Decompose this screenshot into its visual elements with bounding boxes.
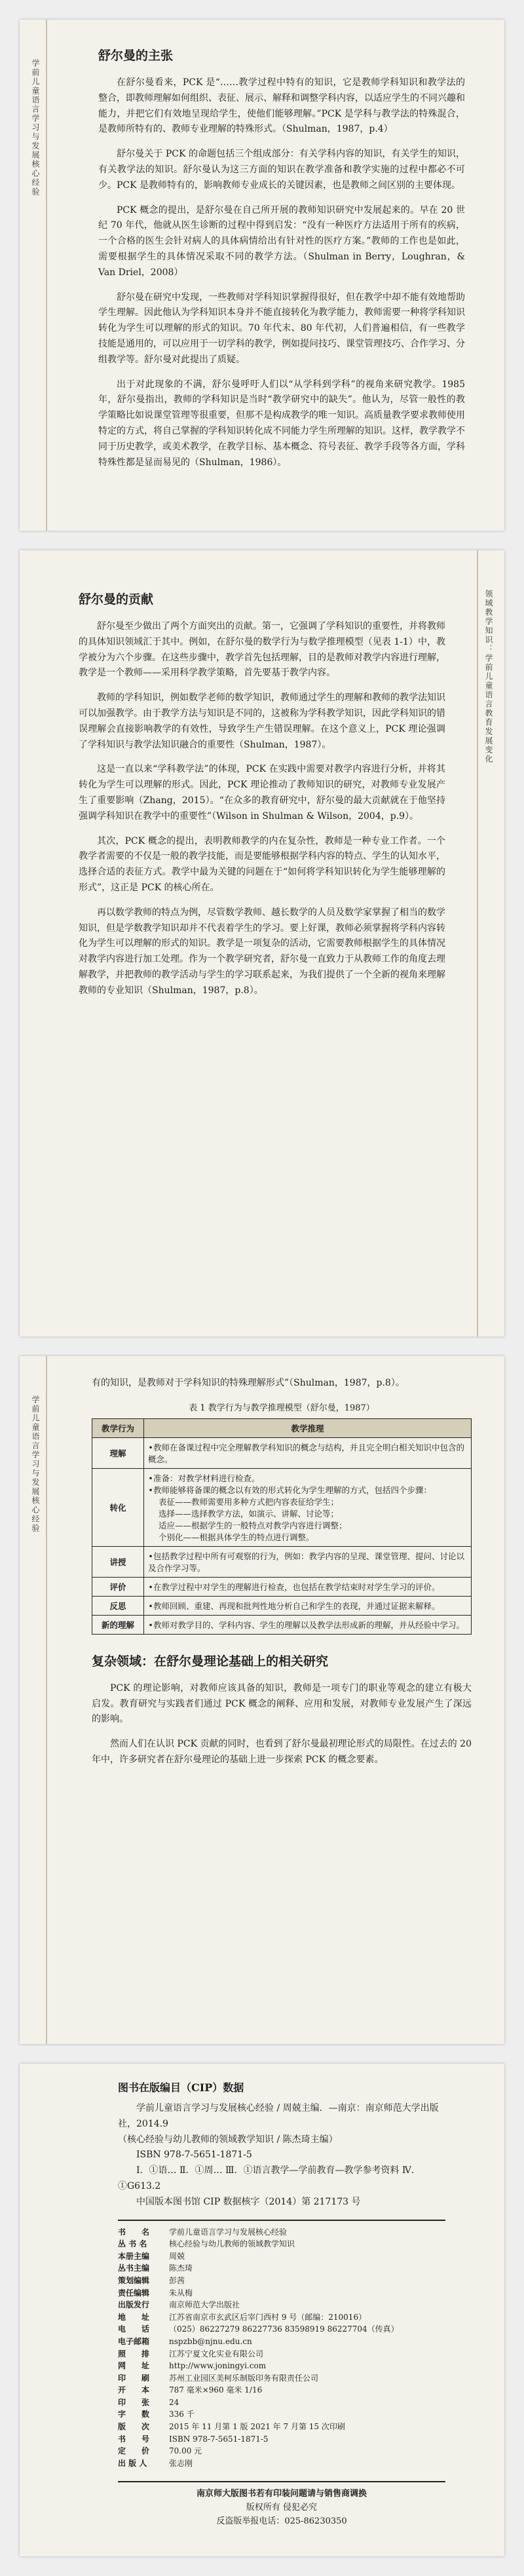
info-value: 陈杰琦: [169, 2263, 193, 2273]
description-text: 在教学过程中对学生的理解进行检查，也包括在教学结束时对学生学习的评价。: [153, 1582, 440, 1592]
role-cell: 新的理解: [92, 1615, 144, 1634]
paragraph: 舒尔曼关于 PCK 的命题包括三个组成部分：有关学科内容的知识，有关学生的知识，有关教学法的知识。舒尔曼认为这三方面的知识在教学准备和教学实施的过程中都必不可少。PCK 是教师特有的，影响教师专业成长的关键因素，也是教师之间区别的主要体现。: [98, 149, 465, 191]
info-value: http://www.joningyi.com: [169, 2361, 267, 2371]
notice-line: 南京师大版图书若有印装问题请与销售商调换: [196, 2489, 367, 2499]
info-row: [118, 2238, 445, 2250]
bullet-icon: •: [148, 1551, 153, 1561]
paragraph: 然而人们在认识 PCK 贡献的同时，也看到了舒尔曼最初理论形式的局限性。在过去的 20 年中，许多研究者在舒尔曼理论的基础上进一步探索 PCK 的概念要素。: [92, 1739, 472, 1765]
info-row: [118, 2262, 445, 2275]
info-key: 出版发行: [118, 2300, 150, 2310]
description-cell: [144, 1546, 472, 1577]
info-value: 彭茜: [169, 2275, 185, 2285]
description-cell: [144, 1577, 472, 1596]
info-row: [118, 2311, 445, 2324]
info-value: 江苏省南京市玄武区后宰门西村 9 号（邮编：210016）: [169, 2312, 367, 2322]
cip-line: 中国版本图书馆 CIP 数据核字（2014）第 217173 号: [136, 2196, 361, 2207]
info-key: 本册主编: [118, 2251, 150, 2261]
page-gutter: [473, 550, 504, 1336]
gutter-divider: [46, 1356, 47, 2044]
table-title: 表 1 教学行为与教学推理模型（舒尔曼，1987）: [189, 1403, 375, 1413]
section-heading: 舒尔曼的主张: [98, 48, 174, 63]
info-value: 苏州工业园区美柯乐制版印务有限责任公司: [169, 2373, 319, 2383]
description-item: [148, 1600, 467, 1612]
description-item: [148, 1472, 467, 1484]
description-item: [148, 1581, 467, 1593]
info-key: 版 次: [118, 2422, 150, 2432]
info-row: [118, 2384, 445, 2396]
info-row: [118, 2348, 445, 2360]
page-content: [98, 46, 465, 480]
gutter-title: 领域教学知识：学前儿童语言教育发展变化: [484, 590, 493, 764]
description-text: 包括教学过程中所有可观察的行为，例如：教学内容的呈现、课堂管理、提问、讨论以及合作学习等。: [148, 1551, 465, 1573]
info-key: 照 排: [118, 2349, 150, 2358]
info-key: 电 话: [118, 2324, 150, 2334]
cip-line: Ⅰ．①语… Ⅱ．①周… Ⅲ．①语言教学—学前教育—教学参考资料 Ⅳ．①G613.2: [118, 2165, 421, 2191]
paragraph: 这是一直以来“学科教学法”的体现，PCK 在实践中需要对教学内容进行分析，并将其转化为学生可以理解的形式。因此，PCK 理论推动了教师知识的研究，对教师专业发展产生了重要影响（Zhang，2015）。“在众多的教育研究中，舒尔曼的最大贡献就在于他坚持强调学科知识在教学中的重要性”（Wilson in Shulman & Wilson，2004，p.9）。: [79, 764, 445, 822]
info-key: 地 址: [118, 2312, 150, 2322]
info-value: nspzbb@njnu.edu.cn: [169, 2336, 252, 2346]
cip-heading: 图书在版编目（CIP）数据: [118, 2081, 244, 2094]
description-cell: [144, 1468, 472, 1546]
description-cell: [144, 1596, 472, 1615]
page-gutter: [20, 1356, 51, 2044]
info-value: 核心经验与幼儿教师的领域教学知识: [169, 2239, 295, 2249]
role-cell: 讲授: [92, 1546, 144, 1577]
gutter-divider: [46, 20, 47, 531]
description-item: [148, 1484, 467, 1496]
description-text: 教师在备课过程中完全理解教学科知识的概念与结构，并且完全明白相关知识中包含的概念。: [148, 1442, 465, 1464]
info-value: 南京师范大学出版社: [169, 2300, 240, 2310]
info-key: 印 张: [118, 2397, 150, 2407]
info-key: 开 本: [118, 2385, 150, 2395]
page-content: [79, 590, 445, 1008]
table-header: 教学行为: [92, 1418, 144, 1437]
description-item: [148, 1441, 467, 1465]
info-key: 丛书主编: [118, 2263, 150, 2273]
info-value: 336 千: [169, 2410, 195, 2419]
table-row: [92, 1468, 472, 1546]
bullet-icon: •: [148, 1473, 153, 1483]
info-value: 张志刚: [169, 2458, 193, 2468]
gutter-divider: [477, 550, 478, 1336]
info-key: 定 价: [118, 2446, 150, 2456]
book-page-2: [20, 550, 504, 1336]
info-row: [118, 2433, 445, 2446]
info-key: 策划编辑: [118, 2275, 150, 2285]
description-item: [148, 1550, 467, 1574]
info-key: 丛 书 名: [118, 2239, 147, 2249]
info-row: [118, 2457, 445, 2470]
table-header: 教学推理: [144, 1418, 472, 1437]
cip-line: ISBN 978-7-5651-1871-5: [136, 2150, 252, 2161]
info-value: 2015 年 11 月第 1 版 2021 年 7 月第 15 次印刷: [169, 2422, 345, 2432]
info-key: 书 名: [118, 2227, 150, 2237]
description-text: 适应——根据学生的一般特点对教学内容进行调整；: [159, 1520, 347, 1530]
bullet-icon: •: [148, 1582, 153, 1592]
info-key: 责任编辑: [118, 2288, 150, 2298]
copyright-page: [20, 2064, 504, 2556]
book-page-1: [20, 20, 504, 531]
bullet-icon: •: [148, 1442, 153, 1452]
info-value: 周兢: [169, 2251, 185, 2261]
table-row: [92, 1596, 472, 1615]
table-row: [92, 1577, 472, 1596]
info-value: 70.00 元: [169, 2446, 202, 2456]
table-row: [92, 1615, 472, 1634]
info-key: 字 数: [118, 2410, 150, 2419]
info-row: [118, 2408, 445, 2421]
description-item: [148, 1507, 467, 1519]
info-key: 出 版 人: [118, 2458, 147, 2468]
page-content: [118, 2079, 445, 2529]
gutter-title: 学前儿童语言学习与发展核心经验: [31, 1395, 40, 1533]
paragraph: 在舒尔曼看来，PCK 是“……教学过程中特有的知识，它是教师学科知识和教学法的整合，即教师理解如何组织、表征、展示、解释和调整学科内容，以适应学生的不同兴趣和能力，并把它们有效地呈现给学生，使他们能够理解。”PCK 是学科与教学法的特殊混合，是教师所特有的、教师专业理解的特殊形式。（Shulman，1987，p.4）: [98, 77, 465, 135]
description-item: [148, 1531, 467, 1543]
table-header-row: [92, 1418, 472, 1437]
table-row: [92, 1437, 472, 1468]
paragraph: 教师的学科知识，例如数学老师的数学知识，教师通过学生的理解和教师的教学法知识可以加强教学。由于教学方法与知识是不同的，这被称为学科教学知识，因此学科知识的错误理解会直接影响教学的有效性，导致学生产生错误理解。在这个意义上，PCK 理论强调了学科知识与教学法知识融合的重要性（Shulman，1987）。: [79, 692, 445, 750]
info-key: 书 号: [118, 2434, 150, 2444]
description-text: 表征——教师需要用多种方式把内容表征给学生；: [159, 1496, 339, 1507]
info-row: [118, 2323, 445, 2336]
info-value: 学前儿童语言学习与发展核心经验: [169, 2227, 288, 2237]
description-item: [148, 1619, 467, 1631]
info-value: （025）86227279 86227736 83598919 86227704（传真）: [169, 2324, 399, 2334]
bullet-icon: •: [148, 1601, 153, 1611]
description-text: 选择——选择教学方法，如演示、讲解、讨论等；: [159, 1508, 339, 1519]
paragraph: 出于对此现象的不满，舒尔曼呼吁人们以“从学科到学科”的视角来研究教学。1985 年，舒尔曼指出，教师的学科知识是当时“教学研究中的缺失”。他认为，尽管一般性的教学策略比如说课堂管理等很重要，但那不是构成教学的唯一知识。高质量教学要求教师使用特定的方式，将自己掌握的学科知识转化成不同能力学生所理解的知识。这样，教学教学不同于历史教学，或美术教学，在教学目标、基本概念、符号表征、教学手段等各方面，学科特殊性都是显而易见的（Shulman，1986）。: [98, 379, 465, 468]
description-text: 个别化——根据具体学生的特点进行调整。: [159, 1532, 314, 1542]
gutter-title: 学前儿童语言学习与发展核心经验: [31, 59, 40, 197]
description-text: 准备：对教学材料进行检查。: [153, 1473, 260, 1483]
paragraph: 再以数学教师的特点为例，尽管数学教师、越长数学的人员及数学家掌握了相当的数学知识，但是学数教学知识却并不代表着学生的学习。要上好课，教师必须掌握将学科内容转化为学生可以理解的形式的知识。教学是一项复杂的活动，它需要教师根据学生的具体情况对教学内容进行加工处理。作为一个教学研究者，舒尔曼一直致力于从教师工作的角度去理解教学，并把教师的教学活动与学生的学习联系起来，为我们提供了一个全新的视角来理解教师的专业知识（Shulman，1987，p.8）。: [79, 907, 445, 996]
paragraph: 其次，PCK 概念的提出，表明教师教学的内在复杂性，教师是一种专业工作者。一个教学者需要的不仅是一般的教学技能，而是要能够根据学科内容的特点、学生的认知水平，选择合适的表征方式。教学中最为关键的问题在于“如何将学科知识转化为学生能够理解的形式”，这正是 PCK 的核心所在。: [79, 835, 445, 893]
paragraph: 舒尔曼在研究中发现，一些教师对学科知识掌握得很好，但在教学中却不能有效地帮助学生理解。因此他认为学科知识本身并不能直接转化为教学能力，教师需要一种将学科知识转化为学生可以理解的形式的知识。70 年代末、80 年代初，人们普遍相信，有一些教学技能是通用的，可以应用于一切学科的教学，例如提问技巧、课堂管理技巧、合作学习、分组教学等。舒尔曼对此提出了质疑。: [98, 292, 465, 365]
description-text: 教师能够将备课的概念以有效的形式转化为学生理解的方式，包括四个步骤：: [153, 1485, 432, 1495]
role-cell: 转化: [92, 1468, 144, 1546]
cip-line: 学前儿童语言学习与发展核心经验 / 周兢主编．—南京：南京师范大学出版社，2014.9: [118, 2103, 439, 2129]
info-row: [118, 2396, 445, 2409]
section-heading: 复杂领域：在舒尔曼理论基础上的相关研究: [92, 1654, 329, 1669]
copyright-notice: [118, 2481, 445, 2528]
bullet-icon: •: [148, 1485, 153, 1495]
description-item: [148, 1519, 467, 1531]
page-content: [92, 1376, 472, 1777]
description-cell: [144, 1437, 472, 1468]
paragraph: 舒尔曼至少做出了两个方面突出的贡献。第一，它强调了学科知识的重要性，并将教师的具体知识领域汇于其中。例如，在舒尔曼的数学行为与数学推理模型（见表 1-1）中，教学被分为六个步骤。在这些步骤中，教学首先包括理解，目的是教师对教学内容进行理解，教学是一个教师——采用科学教学策略，首先要基于教学内容。: [79, 621, 445, 679]
info-value: 787 毫米×960 毫米 1/16: [169, 2385, 263, 2395]
role-cell: 理解: [92, 1437, 144, 1468]
description-text: 教师对教学目的、学科内容、学生的理解以及教学法形成新的理解，并从经验中学习。: [153, 1619, 465, 1630]
info-value: ISBN 978-7-5651-1871-5: [169, 2434, 269, 2444]
description-cell: [144, 1615, 472, 1634]
info-row: [118, 2336, 445, 2348]
teaching-model-table: [92, 1418, 472, 1635]
bullet-icon: •: [148, 1619, 153, 1630]
role-cell: 评价: [92, 1577, 144, 1596]
info-row: [118, 2360, 445, 2372]
info-row: [118, 2421, 445, 2433]
info-value: 朱从梅: [169, 2288, 193, 2298]
info-key: 印 刷: [118, 2373, 150, 2383]
info-row: [118, 2250, 445, 2263]
page-gutter: [20, 20, 51, 531]
notice-line: 反盗版举报电话：025-86230350: [216, 2516, 347, 2527]
section-heading: 舒尔曼的贡献: [79, 592, 154, 607]
info-key: 电子邮箱: [118, 2336, 150, 2346]
info-row: [118, 2372, 445, 2385]
description-item: [148, 1496, 467, 1507]
role-cell: 反思: [92, 1596, 144, 1615]
info-value: 24: [169, 2397, 179, 2407]
publication-info: [118, 2220, 445, 2470]
info-row: [118, 2445, 445, 2457]
paragraph: PCK 的理论影响，对教师应该具备的知识，教师是一项专门的职业等观念的建立有极大启发。教育研究与实践者们通过 PCK 概念的阐释、应用和发展，对教师专业发展产生了深远的影响。: [92, 1682, 472, 1725]
lead-text: 有的知识，是教师对于学科知识的特殊理解形式”（Shulman，1987，p.8）。: [92, 1378, 405, 1388]
info-key: 网 址: [118, 2361, 150, 2371]
cip-line: （核心经验与幼儿教师的领域教学知识 / 陈杰琦主编）: [118, 2134, 338, 2145]
table-row: [92, 1546, 472, 1577]
info-row: [118, 2275, 445, 2287]
info-row: [118, 2287, 445, 2300]
description-text: 教师回顾、重建、再现和批判性地分析自己和学生的表现，并通过证据来解释。: [153, 1601, 440, 1611]
paragraph: PCK 概念的提出，是舒尔曼在自己所开展的教师知识研究中发展起来的。早在 20 世纪 70 年代，他就从医生诊断的过程中得到启发：“没有一种医疗方法适用于所有的疾病，一个合格的医生会针对病人的具体病情给出有针对性的医疗方案。”教师的工作也是如此，需要根据学生的具体情况采取不同的教学方法。（Shulman in Berry，Loughran，& Van Driel，2008）: [98, 204, 465, 278]
info-row: [118, 2299, 445, 2311]
info-row: [118, 2226, 445, 2239]
notice-line: 版权所有 侵犯必究: [246, 2503, 318, 2513]
info-value: 江苏宁夏文化实业有限公司: [169, 2349, 264, 2358]
book-page-3: [20, 1356, 504, 2044]
